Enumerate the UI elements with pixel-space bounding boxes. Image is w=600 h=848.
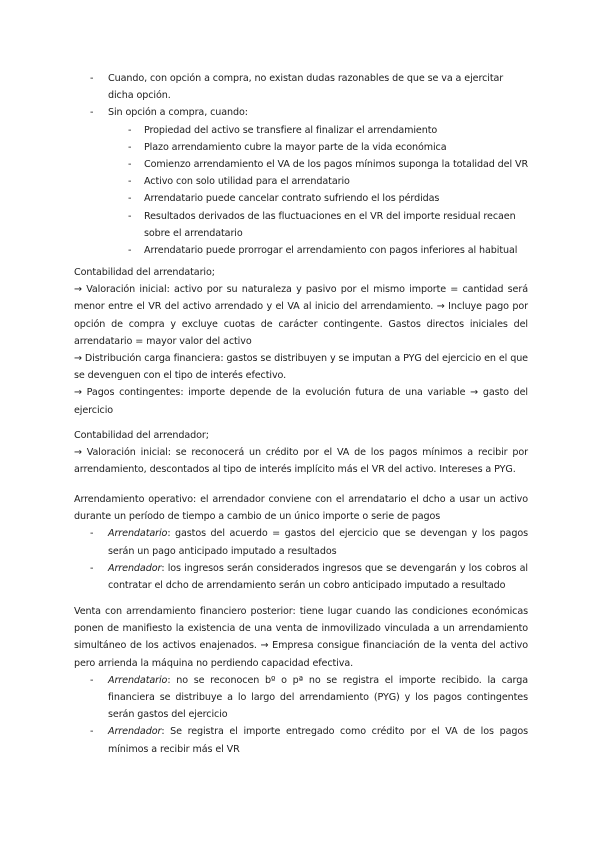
bullet-dash: - — [128, 245, 132, 257]
item-text: : Se registra el importe entregado como crédito por el VA de los pagos mínimos a recibir más el VR — [108, 726, 528, 755]
bullet-dash: - — [128, 159, 132, 171]
section-heading: Contabilidad del arrendatario; — [74, 267, 215, 278]
item-text: : no se reconocen bº o pª no se registra el importe recibido. la carga financiera se distribuye a lo largo del arrendamiento (PYG) y los pagos contingentes serán gastos del ejercicio — [108, 674, 528, 721]
list-item — [74, 672, 528, 724]
sub-list-item-text: Resultados derivados de las fluctuaciones en el VR del importe residual recaen sobre el arrendatario — [144, 210, 516, 239]
paragraph: → Pagos contingentes: importe depende de la evolución futura de una variable → gasto del ejercicio — [74, 387, 528, 416]
item-label: Arrendador — [108, 726, 162, 738]
item-label: Arrendatario — [108, 528, 168, 540]
bullet-dash: - — [90, 107, 94, 119]
list-item-text: Sin opción a compra, cuando: — [108, 107, 248, 119]
sub-list — [74, 122, 528, 260]
section-arrendatario — [74, 264, 528, 419]
bullet-dash: - — [128, 210, 132, 222]
sub-list-item-text: Arrendatario puede prorrogar el arrendamiento con pagos inferiores al habitual — [144, 245, 518, 257]
paragraph: → Valoración inicial: activo por su naturaleza y pasivo por el mismo importe = cantidad será menor entre el VR del activo arrendado y el VA al inicio del arrendamiento. → Incluye pago por opción de compra y excluye cuotas de carácter contingente. Gastos directos iniciales del arrendatario = mayor valor del activo — [74, 284, 528, 347]
bullet-dash: - — [128, 176, 132, 188]
sub-list-item — [74, 242, 528, 259]
bullet-dash: - — [90, 674, 94, 686]
bullet-dash: - — [90, 73, 94, 84]
item-label: Arrendatario — [108, 674, 168, 686]
paragraph: → Valoración inicial: se reconocerá un crédito por el VA de los pagos mínimos a recibir por arrendamiento, descontados al tipo de interés implícito más el VR del activo. Intereses a PYG. — [74, 447, 528, 476]
sub-list-item-text: Arrendatario puede cancelar contrato sufriendo el los pérdidas — [144, 193, 440, 205]
sub-list-item — [74, 122, 528, 139]
bullet-dash: - — [90, 528, 94, 540]
sub-list-item-text: Plazo arrendamiento cubre la mayor parte de la vida económica — [144, 141, 447, 153]
sub-list-item — [74, 208, 528, 242]
sub-list-item — [74, 156, 528, 173]
sub-list-item — [74, 173, 528, 190]
section-heading: Contabilidad del arrendador; — [74, 430, 209, 441]
bullet-dash: - — [128, 141, 132, 153]
item-text: : los ingresos serán considerados ingresos que se devengarán y los cobros al contratar el dcho de arrendamiento serán un cobro anticipado imputado a resultado — [108, 562, 528, 592]
bullet-dash: - — [128, 193, 132, 205]
item-text: : gastos del acuerdo = gastos del ejercicio que se devengan y los pagos serán un pago anticipado imputado a resultados — [108, 528, 528, 557]
venta-list — [74, 672, 528, 758]
operativo-list — [74, 525, 528, 594]
sub-list-item — [74, 190, 528, 207]
list-item — [74, 525, 528, 559]
leasing-criteria-list — [74, 70, 528, 259]
list-item — [74, 104, 528, 259]
paragraph: Venta con arrendamiento financiero posterior: tiene lugar cuando las condiciones económicas ponen de manifiesto la existencia de una venta de inmovilizado vinculada a un arrendamiento simultáneo de los activos enajenados. → Empresa consigue financiación de la venta del activo pero arrienda la máquina no perdiendo capacidad efectiva. — [74, 606, 528, 669]
list-item — [74, 70, 528, 104]
section-venta — [74, 603, 528, 758]
paragraph: → Distribución carga financiera: gastos se distribuyen y se imputan a PYG del ejercicio en el que se devenguen con el tipo de interés efectivo. — [74, 353, 528, 382]
section-arrendador — [74, 427, 528, 479]
bullet-dash: - — [90, 562, 94, 574]
sub-list-item-text: Comienzo arrendamiento el VA de los pagos mínimos suponga la totalidad del VR — [144, 159, 529, 171]
list-item — [74, 560, 528, 594]
sub-list-item-text: Propiedad del activo se transfiere al finalizar el arrendamiento — [144, 124, 438, 136]
bullet-dash: - — [90, 726, 94, 738]
section-operativo — [74, 491, 528, 594]
paragraph: Arrendamiento operativo: el arrendador conviene con el arrendatario el dcho a usar un activo durante un período de tiempo a cambio de un único importe o serie de pagos — [74, 494, 528, 523]
sub-list-item — [74, 139, 528, 156]
list-item-text: Cuando, con opción a compra, no existan dudas razonables de que se va a ejercitar dicha opción. — [108, 73, 504, 102]
list-item — [74, 723, 528, 757]
sub-list-item-text: Activo con solo utilidad para el arrendatario — [144, 176, 350, 188]
bullet-dash: - — [128, 124, 132, 136]
item-label: Arrendador — [108, 562, 162, 574]
